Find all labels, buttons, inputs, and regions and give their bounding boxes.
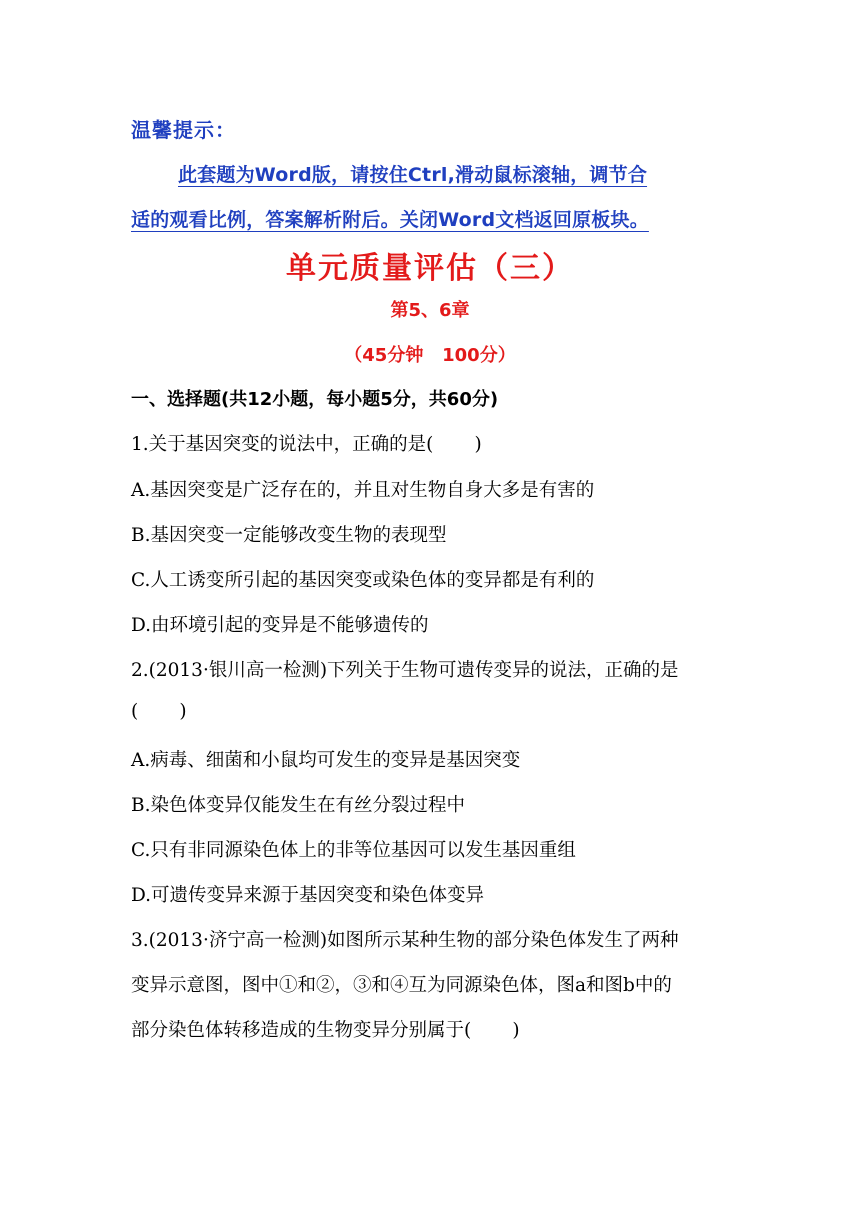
document-title: 单元质量评估（三） (286, 251, 574, 286)
question-1-option-c: C.人工诱变所引起的基因突变或染色体的变异都是有利的 (131, 570, 595, 591)
question-2-stem-line-2: ( ) (131, 701, 187, 722)
question-2-option-b: B.染色体变异仅能发生在有丝分裂过程中 (131, 795, 465, 816)
question-1-option-d: D.由环境引起的变异是不能够遗传的 (131, 615, 429, 636)
tip-text-line-1: 此套题为Word版，请按住Ctrl,滑动鼠标滚轴，调节合 (178, 164, 648, 186)
question-1-stem: 1.关于基因突变的说法中，正确的是( ) (131, 434, 482, 455)
question-2-option-d: D.可遗传变异来源于基因突变和染色体变异 (131, 885, 485, 906)
question-3-stem-line-2: 变异示意图，图中①和②，③和④互为同源染色体，图a和图b中的 (131, 975, 672, 996)
question-1-option-a: A.基因突变是广泛存在的，并且对生物自身大多是有害的 (131, 480, 595, 501)
tip-heading: 温馨提示： (131, 118, 236, 142)
question-3-stem-line-1: 3.(2013·济宁高一检测)如图所示某种生物的部分染色体发生了两种 (131, 930, 679, 951)
question-3-stem-line-3: 部分染色体转移造成的生物变异分别属于( ) (131, 1020, 520, 1041)
question-2-option-a: A.病毒、细菌和小鼠均可发生的变异是基因突变 (131, 750, 521, 771)
chapter-subtitle: 第5、6章 (390, 300, 470, 321)
section-heading: 一、选择题(共12小题，每小题5分，共60分) (131, 389, 499, 410)
time-and-score: （45分钟 100分） (344, 345, 516, 366)
question-1-option-b: B.基因突变一定能够改变生物的表现型 (131, 525, 447, 546)
question-2-option-c: C.只有非同源染色体上的非等位基因可以发生基因重组 (131, 840, 576, 861)
question-2-stem-line-1: 2.(2013·银川高一检测)下列关于生物可遗传变异的说法，正确的是 (131, 660, 679, 681)
tip-text-line-2: 适的观看比例，答案解析附后。关闭Word文档返回原板块。 (131, 209, 649, 231)
